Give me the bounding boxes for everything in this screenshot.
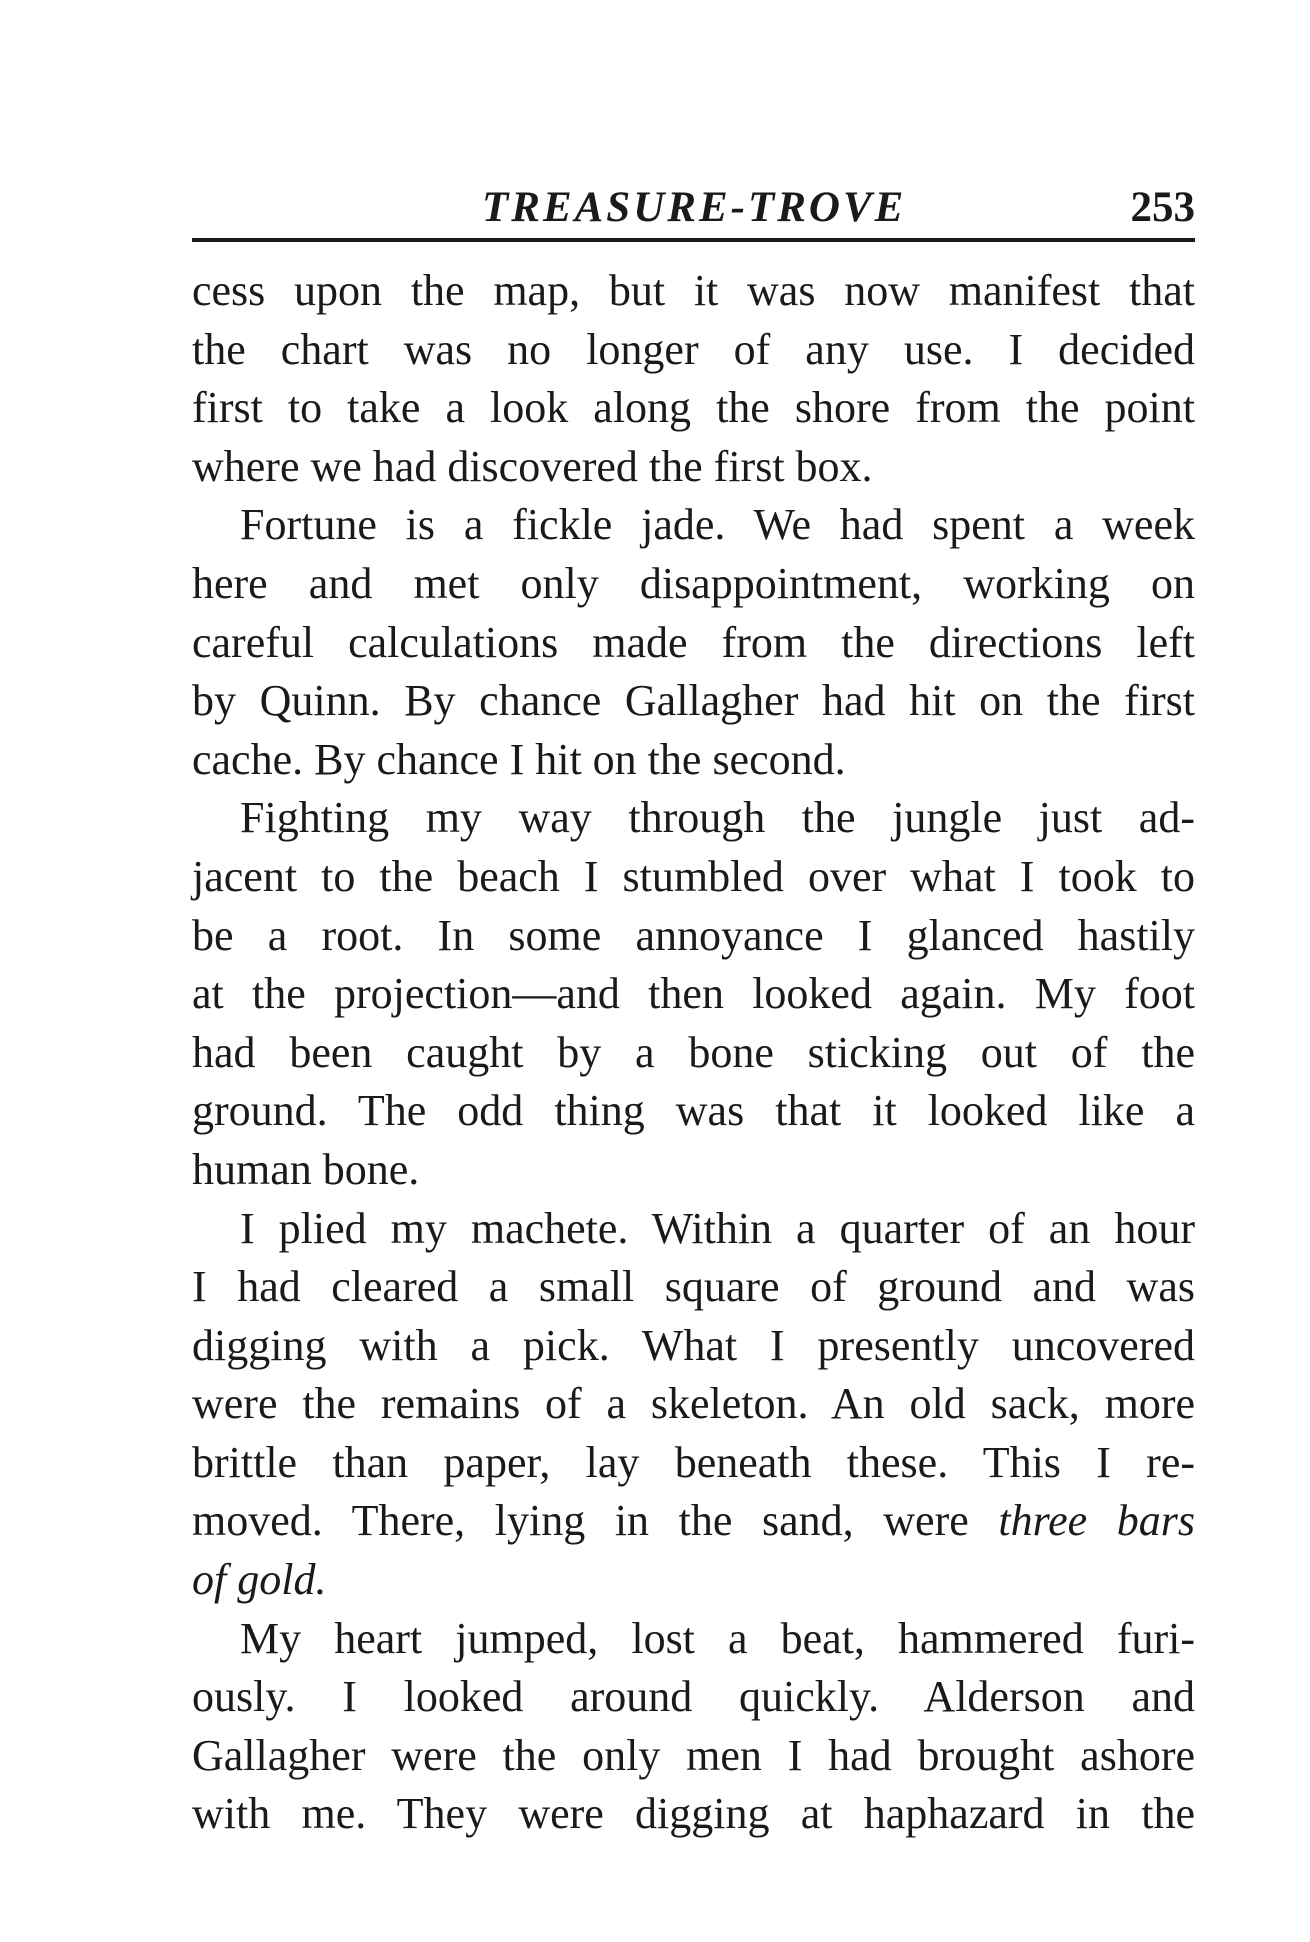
text-line: the chart was no longer of any use. I decided <box>192 324 1195 374</box>
text-line: were the remains of a skeleton. An old sack, more <box>192 1379 1195 1429</box>
text-line: Fortune is a fickle jade. We had spent a week <box>240 500 1195 550</box>
text-line: by Quinn. By chance Gallagher had hit on the first <box>192 676 1195 726</box>
text-line: ously. I looked around quickly. Alderson and <box>192 1672 1195 1722</box>
text-line: I plied my machete. Within a quarter of an hour <box>240 1203 1195 1253</box>
header-rule <box>192 238 1195 242</box>
text-line: jacent to the beach I stumbled over what I took to <box>192 851 1195 901</box>
page-header <box>192 178 1195 238</box>
text-line: had been caught by a bone sticking out of the <box>192 1027 1195 1077</box>
text-line: human bone. <box>192 1144 420 1194</box>
page-number: 253 <box>1130 184 1195 231</box>
text-line-mixed <box>192 1492 1195 1551</box>
text-segment: moved. There, lying in the sand, were <box>192 1496 969 1546</box>
text-line: at the projection—and then looked again. My foot <box>192 969 1195 1019</box>
text-line: I had cleared a small square of ground and was <box>192 1262 1195 1312</box>
text-line: be a root. In some annoyance I glanced hastily <box>192 910 1195 960</box>
text-line: first to take a look along the shore from the point <box>192 383 1195 433</box>
text-line: Fighting my way through the jungle just ad- <box>240 793 1195 843</box>
text-line: cache. By chance I hit on the second. <box>192 734 846 784</box>
text-line: brittle than paper, lay beneath these. This I re- <box>192 1437 1195 1487</box>
text-line: My heart jumped, lost a beat, hammered furi- <box>240 1613 1195 1663</box>
text-line-italic <box>192 1551 1195 1610</box>
text-line: digging with a pick. What I presently uncovered <box>192 1320 1195 1370</box>
text-line: Gallagher were the only men I had brought ashore <box>192 1730 1195 1780</box>
text-line: where we had discovered the first box. <box>192 441 873 491</box>
italic-phrase: three bars <box>998 1496 1195 1546</box>
running-title: TREASURE-TROVE <box>482 184 907 231</box>
text-line: cess upon the map, but it was now manifest that <box>192 266 1195 315</box>
text-line: with me. They were digging at haphazard in the <box>192 1789 1195 1839</box>
body-text <box>192 262 1195 1844</box>
text-line: here and met only disappointment, working on <box>192 558 1195 608</box>
text-line: ground. The odd thing was that it looked like a <box>192 1086 1195 1136</box>
text-line: careful calculations made from the directions left <box>192 617 1195 667</box>
italic-phrase: of gold. <box>192 1555 327 1605</box>
